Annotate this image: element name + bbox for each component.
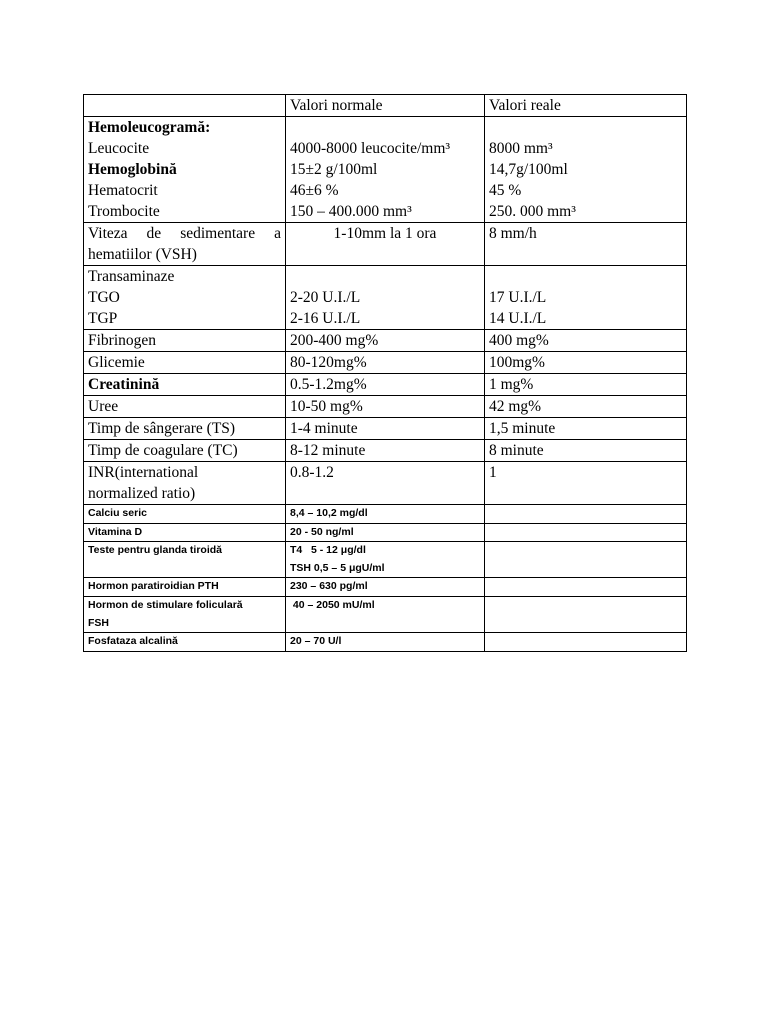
- test-name: Viteza de sedimentare a hematiilor (VSH): [84, 223, 286, 266]
- test-name: Teste pentru glanda tiroidă: [84, 542, 286, 578]
- table-row: [84, 578, 687, 597]
- actual-value-cell: [485, 117, 687, 223]
- actual-value: 1: [485, 462, 687, 505]
- test-name-cell: [84, 266, 286, 330]
- test-name: Fibrinogen: [84, 330, 286, 352]
- normal-value: 0.8-1.2: [286, 462, 485, 505]
- header-cell-empty: [84, 95, 286, 117]
- normal-value: 200-400 mg%: [286, 330, 485, 352]
- table-row: [84, 330, 687, 352]
- normal-value: 230 – 630 pg/ml: [286, 578, 485, 597]
- normal-value: 40 – 2050 mU/ml: [286, 596, 485, 632]
- actual-value: 100mg%: [485, 352, 687, 374]
- normal-value: 1-4 minute: [286, 418, 485, 440]
- actual-value: [485, 523, 687, 542]
- actual-value: 8 mm/h: [485, 223, 687, 266]
- test-name: normalized ratio): [88, 485, 196, 502]
- normal-value: 2-20 U.I./L: [290, 289, 361, 306]
- normal-value: 1-10mm la 1 ora: [286, 223, 485, 266]
- test-name: Hormon paratiroidian PTH: [84, 578, 286, 597]
- test-name: Calciu seric: [84, 505, 286, 524]
- normal-value-cell: [286, 266, 485, 330]
- normal-value: 20 - 50 ng/ml: [286, 523, 485, 542]
- actual-value: 1 mg%: [485, 374, 687, 396]
- test-name: Glicemie: [84, 352, 286, 374]
- test-name: Trombocite: [88, 203, 160, 220]
- table-row: [84, 523, 687, 542]
- actual-value: 8 minute: [485, 440, 687, 462]
- table-row: [84, 440, 687, 462]
- test-name: Timp de coagulare (TC): [84, 440, 286, 462]
- normal-value-cell: [286, 117, 485, 223]
- normal-value: 10-50 mg%: [286, 396, 485, 418]
- table-row-transaminaze: [84, 266, 687, 330]
- actual-value: [485, 596, 687, 632]
- table-row-vsh: [84, 223, 687, 266]
- normal-value: 4000-8000 leucocite/mm³: [290, 140, 451, 157]
- actual-value: 17 U.I./L: [489, 289, 547, 306]
- table-row: [84, 352, 687, 374]
- actual-value: 8000 mm³: [489, 140, 553, 157]
- lab-results-table: [83, 94, 687, 652]
- test-name: Fosfataza alcalină: [84, 633, 286, 652]
- test-name: Timp de sângerare (TS): [84, 418, 286, 440]
- test-name: TGP: [88, 310, 118, 327]
- normal-value: T4 5 - 12 μg/dl: [290, 544, 366, 557]
- normal-value: 20 – 70 U/l: [286, 633, 485, 652]
- normal-value: 80-120mg%: [286, 352, 485, 374]
- normal-value: 2-16 U.I./L: [290, 310, 361, 327]
- actual-value: [485, 578, 687, 597]
- test-name: Leucocite: [88, 140, 150, 157]
- test-name: TGO: [88, 289, 120, 306]
- normal-value-cell: [286, 542, 485, 578]
- actual-value-cell: [485, 266, 687, 330]
- header-row: [84, 95, 687, 117]
- test-name-cell: [84, 596, 286, 632]
- normal-value: 46±6 %: [290, 182, 339, 199]
- normal-value: TSH 0,5 – 5 μgU/ml: [290, 561, 385, 574]
- test-name: FSH: [88, 616, 109, 629]
- table-row: [84, 418, 687, 440]
- test-name: INR(international: [88, 464, 199, 481]
- test-name: Hematocrit: [88, 182, 158, 199]
- actual-value: 42 mg%: [485, 396, 687, 418]
- test-name: Creatinină: [84, 374, 286, 396]
- table-row: [84, 374, 687, 396]
- test-name-cell: [84, 462, 286, 505]
- normal-value: 0.5-1.2mg%: [286, 374, 485, 396]
- test-name-cell: [84, 117, 286, 223]
- normal-value: 8,4 – 10,2 mg/dl: [286, 505, 485, 524]
- actual-value: 45 %: [489, 182, 522, 199]
- table-row: [84, 542, 687, 578]
- test-name: Hormon de stimulare foliculară: [88, 598, 243, 611]
- actual-value: [485, 542, 687, 578]
- table-row-inr: [84, 462, 687, 505]
- actual-value: [485, 505, 687, 524]
- table-row: [84, 396, 687, 418]
- section-title-hemoleucogram: Hemoleucogramă:: [88, 119, 211, 136]
- actual-value: [485, 633, 687, 652]
- table-row-hemoleucogram: [84, 117, 687, 223]
- normal-value: 8-12 minute: [286, 440, 485, 462]
- test-name: Hemoglobină: [88, 161, 177, 178]
- actual-value: 1,5 minute: [485, 418, 687, 440]
- actual-value: 14,7g/100ml: [489, 161, 568, 178]
- section-title-transaminaze: Transaminaze: [88, 268, 175, 285]
- normal-value: 150 – 400.000 mm³: [290, 203, 412, 220]
- header-normal-values: Valori normale: [286, 95, 485, 117]
- table-row: [84, 596, 687, 632]
- normal-value: 15±2 g/100ml: [290, 161, 378, 178]
- actual-value: 14 U.I./L: [489, 310, 547, 327]
- test-name: Vitamina D: [84, 523, 286, 542]
- actual-value: 400 mg%: [485, 330, 687, 352]
- actual-value: 250. 000 mm³: [489, 203, 576, 220]
- header-actual-values: Valori reale: [485, 95, 687, 117]
- table-row: [84, 633, 687, 652]
- test-name: Uree: [84, 396, 286, 418]
- table-row: [84, 505, 687, 524]
